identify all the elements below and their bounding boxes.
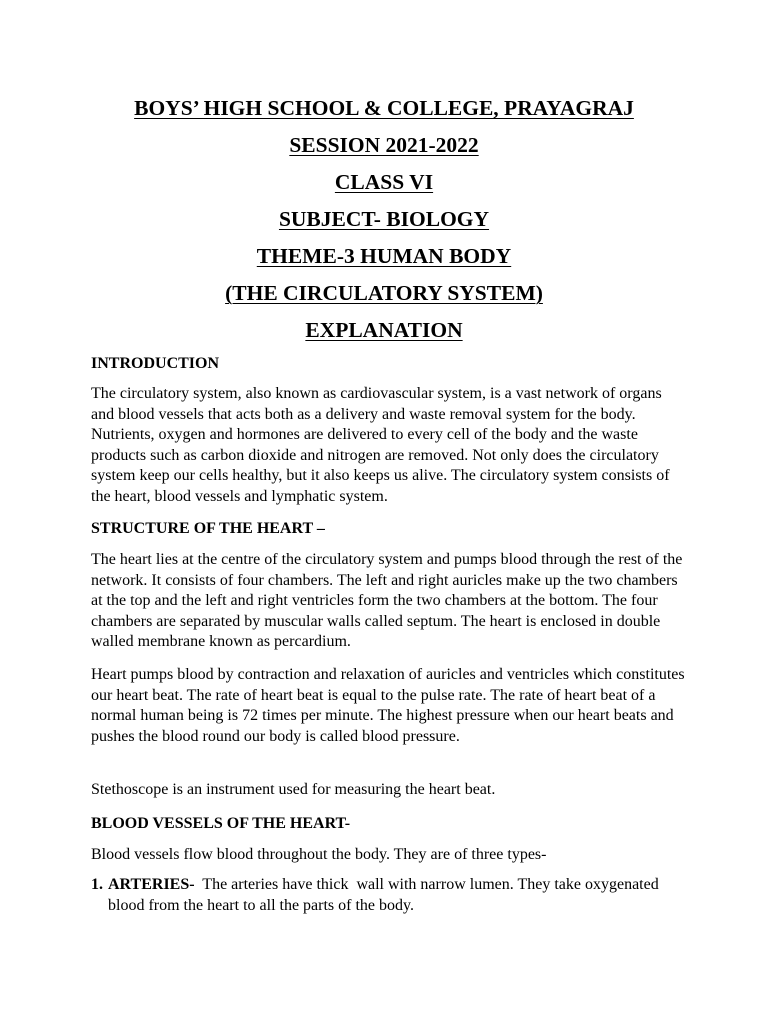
introduction-paragraph: The circulatory system, also known as cardiovascular system, is a vast network of organs and blood vessels that acts both as a delivery and waste removal system for the body. Nutrients, oxygen and hormones are delivered to every cell of the body and the waste products such as carbon dioxide and nitrogen are removed. Not only does the circulatory system keep our cells healthy, but it also keeps us alive. The circulatory system consists of the heart, blood vessels and lymphatic system. [91, 385, 670, 505]
session-title: SESSION 2021-2022 [289, 133, 479, 157]
list-item-text: The arteries have thick wall with narrow lumen. They take oxygenated blood from the heart to all the parts of the body. [108, 876, 663, 914]
subject-title: SUBJECT- BIOLOGY [278, 207, 490, 231]
theme-title: THEME-3 HUMAN BODY [256, 244, 512, 268]
list-item-body [108, 875, 691, 916]
school-title: BOYS’ HIGH SCHOOL & COLLEGE, PRAYAGRAJ [134, 96, 634, 120]
list-item-label: ARTERIES- [108, 876, 195, 893]
topic-title: (THE CIRCULATORY SYSTEM) [225, 281, 543, 305]
structure-paragraph-3: Stethoscope is an instrument used for measuring the heart beat. [91, 781, 496, 798]
vessels-heading: BLOOD VESSELS OF THE HEART- [91, 815, 351, 832]
class-title: CLASS VI [334, 170, 434, 194]
document-type-title: EXPLANATION [305, 318, 463, 342]
structure-paragraph-2: Heart pumps blood by contraction and relaxation of auricles and ventricles which constitutes our heart beat. The rate of heart beat is equal to the pulse rate. The rate of heart beat of a normal human being is 72 times per minute. The highest pressure when our heart beats and pushes the blood round our body is called blood pressure. [91, 666, 685, 745]
list-item-number: 1. [91, 876, 103, 893]
structure-paragraph-1: The heart lies at the centre of the circulatory system and pumps blood through the rest of the network. It consists of four chambers. The left and right auricles make up the two chambers at the top and the left and right ventricles form the two chambers at the bottom. The four chambers are separated by muscular walls called septum. The heart is enclosed in double walled membrane known as percardium. [91, 551, 683, 650]
vessels-intro: Blood vessels flow blood throughout the body. They are of three types- [91, 846, 547, 863]
list-item-arteries [91, 875, 691, 916]
structure-heading: STRUCTURE OF THE HEART – [91, 520, 325, 537]
introduction-heading: INTRODUCTION [91, 355, 220, 372]
